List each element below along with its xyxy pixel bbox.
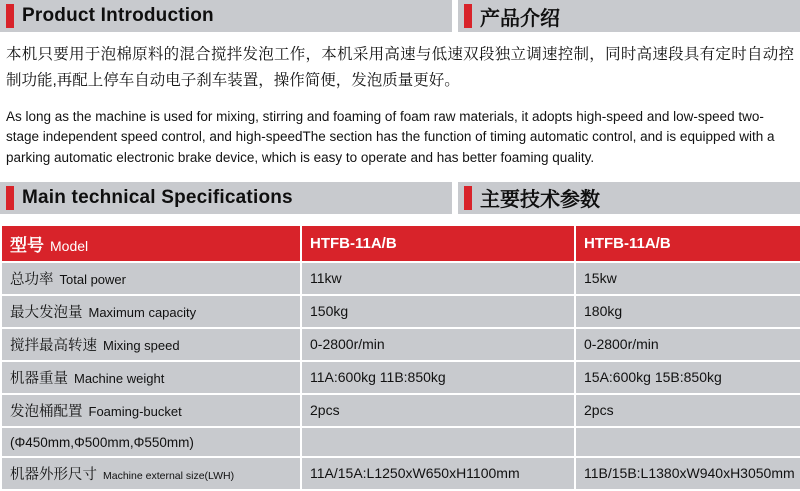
row-label-en: Foaming-bucket: [88, 403, 182, 419]
specs-header-bar: [0, 182, 800, 214]
row-value-col2: 11A:600kg 11B:850kg: [302, 362, 574, 393]
intro-title-cn: 产品介绍: [480, 7, 560, 30]
row-value-col2: [302, 428, 574, 456]
table-row: [2, 458, 800, 489]
row-label-en: Machine external size(LWH): [103, 469, 235, 482]
table-row: [2, 395, 800, 426]
row-label: [2, 263, 300, 294]
red-accent-bar: [464, 4, 472, 28]
table-header-row: [2, 226, 800, 261]
intro-header-bar: [0, 0, 800, 32]
row-label-en: Machine weight: [74, 370, 165, 386]
red-accent-bar: [6, 186, 14, 210]
specs-title-cn: 主要技术参数: [480, 189, 600, 212]
row-value-col3: 2pcs: [576, 395, 800, 426]
table-row: [2, 296, 800, 327]
row-label-cn: 机器外形尺寸: [10, 466, 97, 483]
intro-header-right: [458, 0, 800, 32]
intro-text-block: [0, 32, 800, 168]
row-value-col3: 15A:600kg 15B:850kg: [576, 362, 800, 393]
row-label-en: Total power: [59, 271, 126, 287]
row-value-col3: 15kw: [576, 263, 800, 294]
row-label: [2, 395, 300, 426]
header-cell-col3: HTFB-11A/B: [576, 226, 800, 261]
row-label-en: Maximum capacity: [88, 304, 197, 320]
specs-header-right: [458, 182, 800, 214]
row-value-col3: 0-2800r/min: [576, 329, 800, 360]
table-row: [2, 428, 800, 456]
row-label: [2, 296, 300, 327]
row-value-col3: 11B/15B:L1380xW940xH3050mm: [576, 458, 800, 489]
row-label: [2, 458, 300, 489]
row-value-col2: 11kw: [302, 263, 574, 294]
row-label-en: Mixing speed: [103, 337, 180, 353]
row-value-col3: [576, 428, 800, 456]
table-row: [2, 263, 800, 294]
row-value-col2: 11A/15A:L1250xW650xH1100mm: [302, 458, 574, 489]
header-cell-model: [2, 226, 300, 261]
row-label: [2, 362, 300, 393]
row-label-cn: 发泡桶配置: [10, 403, 83, 420]
row-value-col2: 0-2800r/min: [302, 329, 574, 360]
intro-paragraph-en: As long as the machine is used for mixing, stirring and foaming of foam raw materials, it adopts high-speed and low-speed two-stage independent speed control, and high-speedThe section has the function of timing automatic control, and is equipped with a parking automatic electronic brake device, which is easy to operate and has better foaming quality.: [6, 109, 775, 165]
row-label-cn: 总功率: [10, 271, 54, 288]
specifications-table: [0, 224, 800, 491]
model-label-en: Model: [50, 237, 89, 254]
row-label: [2, 428, 300, 456]
row-label-cn: 搅拌最高转速: [10, 337, 97, 354]
model-label-cn: 型号: [10, 235, 44, 255]
row-value-col2: 2pcs: [302, 395, 574, 426]
row-label-cn: (Φ450mm,Φ500mm,Φ550mm): [10, 434, 194, 450]
red-accent-bar: [464, 186, 472, 210]
row-label-cn: 最大发泡量: [10, 304, 83, 321]
intro-title-en: Product Introduction: [22, 5, 214, 26]
specs-title-en: Main technical Specifications: [22, 186, 293, 208]
row-value-col2: 150kg: [302, 296, 574, 327]
row-value-col3: 180kg: [576, 296, 800, 327]
table-row: [2, 329, 800, 360]
header-cell-col2: HTFB-11A/B: [302, 226, 574, 261]
table-row: [2, 362, 800, 393]
row-label: [2, 329, 300, 360]
row-label-cn: 机器重量: [10, 370, 68, 387]
intro-paragraph-cn: 本机只要用于泡棉原料的混合搅拌发泡工作，本机采用高速与低速双段独立调速控制，同时高速段具有定时自动控制功能,再配上停车自动电子刹车装置，操作简便，发泡质量更好。: [6, 46, 794, 89]
specs-header-left: [0, 182, 452, 214]
red-accent-bar: [6, 4, 14, 28]
intro-header-left: [0, 0, 452, 32]
